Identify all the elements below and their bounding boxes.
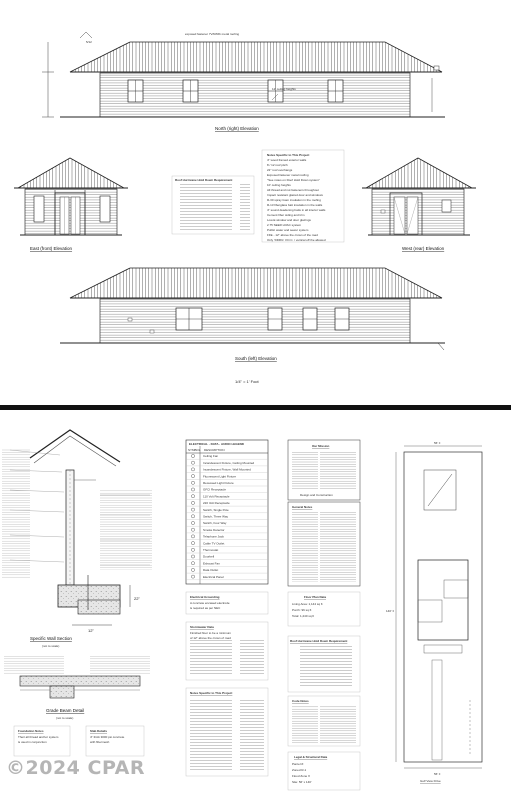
legend-row-label: Incandescent Fixture, Wall Mounted (203, 467, 251, 472)
project-note-3: 22" roof overhangs (267, 168, 293, 172)
site-bottom-dimension: 56' ± (434, 772, 441, 776)
roof-hold-down-title: Roof Hurricane Hold Down Requirement (175, 178, 233, 182)
project-note-5: "See notes on Roof Hold Down system" (267, 178, 320, 182)
mission-box (288, 440, 360, 500)
ceiling-note: 12' ceiling heights (272, 87, 296, 91)
foundation-title: Foundation Notes (18, 729, 44, 733)
floor-plan-data-line-3: Total: 1,240 sq ft (292, 614, 315, 618)
general-notes-box (288, 502, 360, 586)
project-note-8: Impact resistant glazed door and windows (267, 193, 323, 197)
grounding-title: Electrical Grounding (190, 595, 220, 599)
roof-note: exposed fastener 7V/R/Rib metal roofing (185, 32, 240, 36)
project-note-4: Exposed fastener metal roofing (267, 173, 309, 177)
legend-row-label: Exhaust Fan (203, 561, 220, 566)
foundation-line-1: Their all thread anchor system (18, 735, 59, 739)
project-notes-box-2 (186, 688, 268, 776)
project-note-9: R-30 spray foam insulation in the roofing (267, 198, 321, 202)
slab-title: Slab Details (90, 729, 108, 733)
wall-section-dim-22: 22" (134, 596, 140, 601)
grounding-line-1: A concrete encased electrode (190, 601, 230, 605)
project-note-7: All thread and nut fasteners throughout (267, 188, 319, 192)
wall-section-dim-12: 12" (88, 628, 94, 633)
legend-row-label: Smoke Detector (203, 527, 225, 532)
project-note-13: Low-E window and door glazings (267, 218, 311, 222)
wall-section-detail (2, 430, 152, 625)
legend-row-label: 220 Volt Receptacle (203, 501, 230, 506)
mission-footer: Design and Construction (300, 493, 333, 497)
grade-beam-title: Grade Beam Detail (46, 708, 85, 713)
stormwater-title: Stormwater Data (190, 625, 214, 629)
mission-title: Our Mission (312, 444, 330, 448)
stormwater-line-1: Finished floor to be a minimum (190, 631, 232, 635)
site-street-label: Gulf View Drive (420, 779, 441, 783)
legend-row-label: GFCI Receptacle (203, 487, 227, 492)
roof-hold-down-box (172, 176, 254, 234)
wall-section-title: Specific Wall Section (30, 636, 72, 641)
project-note-17: Only 'DDRG' V.D.C. / vertical off the allowed (267, 238, 326, 242)
north-elevation-title: North (right) Elevation (215, 126, 259, 131)
drawing-scale: 1/4" = 1' Foot (235, 379, 259, 384)
project-note-12: Cement fiber siding and trim (267, 213, 305, 217)
legend-row-label: Switch, Three Way (203, 514, 229, 519)
legend-row-label: Data Outlet (203, 568, 219, 573)
west-elevation-title: West (rear) Elevation (402, 246, 445, 251)
legend-row-label: Recessed Light Fixture (203, 481, 234, 485)
legend-row-label: Thermostat (203, 548, 219, 552)
grounding-line-2: is required as per NEC (190, 606, 221, 610)
general-notes-title: General Notes (292, 505, 313, 509)
legend-row-label: 110 Volt Receptacle (203, 494, 230, 499)
project-note-6: 10' ceiling heights (267, 183, 291, 187)
legend-row-label: Incandescent Fixture, Ceiling Mounted (203, 460, 255, 465)
project-note-16: FFE - 12" above the crown of the road (267, 233, 318, 237)
floor-plan-data-title: Floor Plan Data (304, 595, 327, 599)
legend-row-label: Switch, Single Pole (203, 507, 229, 512)
project-note-14: 2.75 SEER HVAC system (267, 223, 302, 227)
legend-row-label: Fluorescent Light Fixture (203, 474, 237, 479)
site-top-dimension: 56' ± (434, 441, 441, 445)
south-elevation-title: South (left) Elevation (235, 356, 277, 361)
roof-pitch: 5/12 (86, 40, 92, 44)
legend-row-label: Switch, Four Way (203, 521, 227, 526)
grade-beam-subtitle: (not to scale) (56, 716, 74, 720)
legal-line-4: Site: 56' x 140' (292, 780, 312, 784)
project-note-1: 4" wood framed exterior walls (267, 158, 307, 162)
project-note-10: R-13 fiberglass batt insulation in the walls (267, 203, 323, 207)
site-side-dimension: 140' ± (386, 609, 395, 613)
sheet-divider (0, 405, 511, 410)
legal-line-2: Zoned R-1 (292, 768, 307, 772)
legend-row-label: Electrical Panel (203, 574, 224, 579)
legend-col-symbol: SYMBOL (188, 448, 201, 452)
floor-plan-data-line-1: Living Area: 1,144 sq ft (292, 602, 323, 606)
legal-title: Legal & Structural Data (294, 755, 328, 759)
south-elevation (60, 268, 445, 350)
legend-row-label: Doorbell (203, 554, 215, 559)
code-notes-box (288, 696, 360, 746)
legend-row-label: Ceiling Fan (203, 454, 219, 459)
legend-row-label: Cable TV Outlet (203, 541, 225, 546)
legend-title: ELECTRICAL · DATA · AUDIO LEGEND (189, 442, 244, 446)
slab-line-2: with fibermesh (90, 740, 110, 744)
project-notes-title-2: Notes Specific to This Project (190, 691, 233, 695)
site-plan (396, 446, 482, 768)
roof-hold-down-box-2 (288, 636, 360, 692)
legal-line-1: Parcel #: (292, 762, 304, 766)
project-note-15: Public water and sewer system (267, 228, 309, 232)
east-elevation-title: East (front) Elevation (30, 246, 73, 251)
roof-hold-down-title-2: Roof Hurricane Hold Down Requirement (290, 639, 348, 643)
project-note-11: 4" sound deadening batts in all interior walls (267, 208, 326, 212)
code-notes-title: Code Notes (292, 699, 309, 703)
foundation-line-2: is used in conjunction (18, 740, 47, 744)
west-elevation (362, 158, 476, 235)
legal-line-3: Flood Zone X (292, 774, 311, 778)
legend-row-label: Telephone Jack (203, 534, 224, 539)
north-elevation (42, 32, 445, 117)
project-note-2: 8 / 12 roof pitch (267, 163, 288, 167)
stormwater-line-2: of 12" above the crown of road (190, 636, 231, 640)
wall-section-subtitle: (not to scale) (42, 644, 60, 648)
legend-col-desc: DESCRIPTION (204, 448, 225, 452)
floor-plan-data-line-2: Porch: 96 sq ft (292, 608, 312, 612)
grade-beam-detail (4, 656, 150, 698)
slab-line-1: 4" thick 3000 psi concrete (90, 735, 125, 739)
watermark: ©2024 CPAR (6, 757, 145, 779)
project-notes-title: Notes Specific to This Project (267, 153, 310, 157)
east-elevation (14, 158, 128, 235)
